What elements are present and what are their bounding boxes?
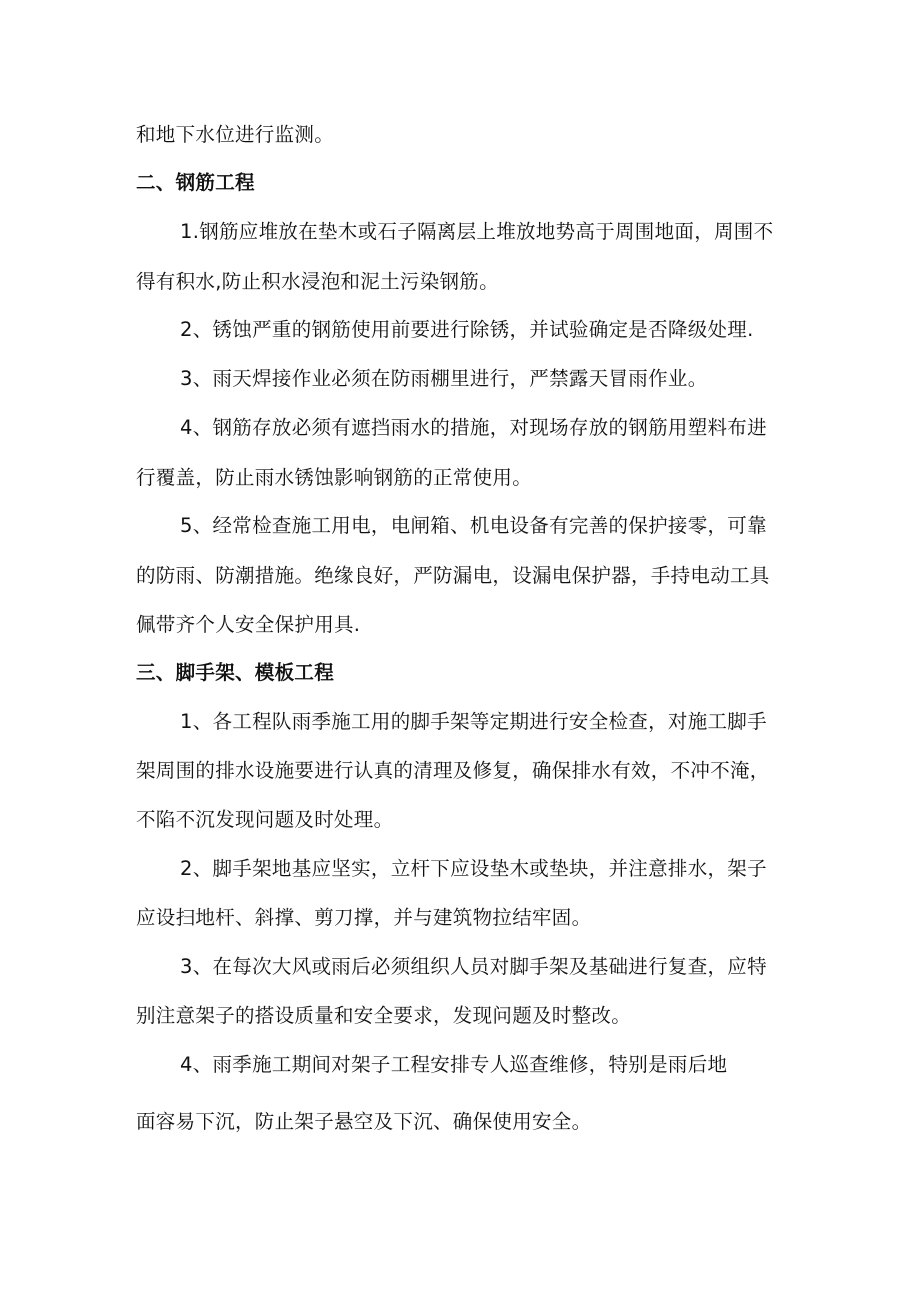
paragraph-line: 不陷不沉发现问题及时处理。 [136, 808, 394, 831]
continuation-text: 和地下水位进行监测。 [136, 123, 335, 146]
paragraph-line: 得有积水,防止积水浸泡和泥土污染钢筋。 [136, 270, 499, 293]
paragraph-line: 3、在每次大风或雨后必须组织人员对脚手架及基础进行复查，应特 [180, 955, 767, 978]
paragraph-line: 4、雨季施工期间对架子工程安排专人巡查维修，特别是雨后地 [180, 1053, 728, 1076]
paragraph-line: 5、经常检查施工用电，电闸箱、机电设备有完善的保护接零，可靠 [180, 514, 767, 537]
section-heading-scaffolding: 三、脚手架、模板工程 [136, 661, 335, 684]
paragraph-line: 的防雨、防潮措施。绝缘良好，严防漏电，设漏电保护器，手持电动工具 [136, 564, 770, 587]
paragraph-line: 佩带齐个人安全保护用具. [136, 613, 361, 636]
paragraph-line: 面容易下沉，防止架子悬空及下沉、确保使用安全。 [136, 1110, 592, 1133]
paragraph-line: 应设扫地杆、斜撑、剪刀撑，并与建筑物拉结牢固。 [136, 906, 592, 929]
paragraph-line: 别注意架子的搭设质量和安全要求，发现问题及时整改。 [136, 1004, 632, 1027]
paragraph-line: 2、脚手架地基应坚实，立杆下应设垫木或垫块，并注意排水，架子 [180, 857, 767, 880]
paragraph-line: 1.钢筋应堆放在垫木或石子隔离层上堆放地势高于周围地面，周围不 [180, 220, 774, 243]
paragraph-line: 架周围的排水设施要进行认真的清理及修复，确保排水有效，不冲不淹， [136, 759, 770, 782]
paragraph-line: 2、锈蚀严重的钢筋使用前要进行除锈，并试验确定是否降级处理. [180, 318, 754, 341]
section-heading-rebar: 二、钢筋工程 [136, 171, 255, 194]
paragraph-line: 4、钢筋存放必须有遮挡雨水的措施，对现场存放的钢筋用塑料布进 [180, 416, 767, 439]
paragraph-line: 1、各工程队雨季施工用的脚手架等定期进行安全检查，对施工脚手 [180, 710, 767, 733]
paragraph-line: 3、雨天焊接作业必须在防雨棚里进行，严禁露天冒雨作业。 [180, 367, 708, 390]
paragraph-line: 行覆盖，防止雨水锈蚀影响钢筋的正常使用。 [136, 466, 533, 489]
